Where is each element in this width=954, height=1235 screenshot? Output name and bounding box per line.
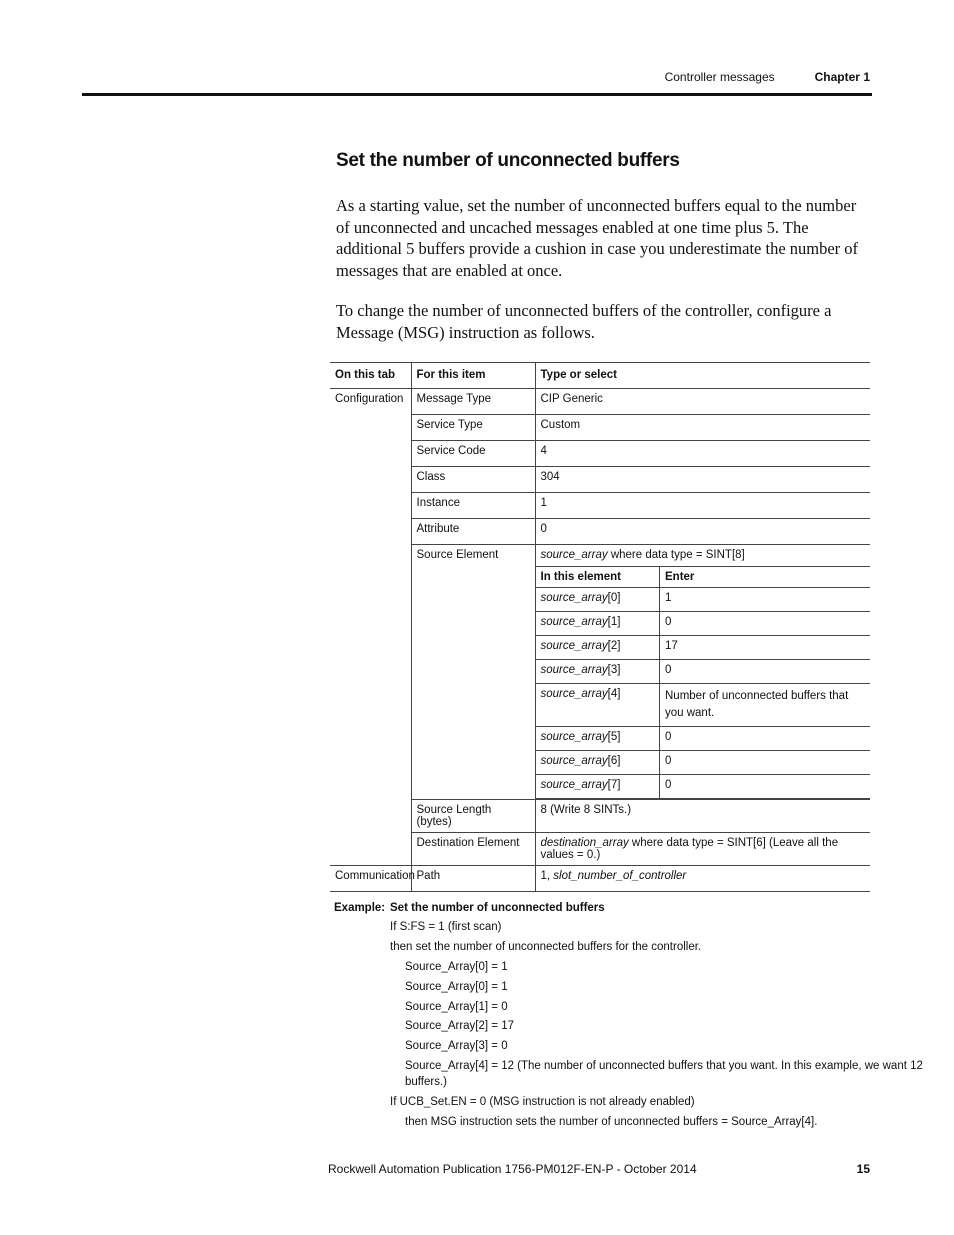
list-item: source_array[2] 17	[536, 636, 871, 660]
item-cell: Service Code	[411, 441, 535, 467]
item-cell: Message Type	[411, 389, 535, 415]
footer-publication: Rockwell Automation Publication 1756-PM012F-EN-P - October 2014	[328, 1162, 697, 1176]
value-cell: Custom	[535, 415, 870, 441]
col-header-value: Type or select	[535, 363, 870, 389]
table-row	[330, 519, 870, 545]
table-row	[330, 441, 870, 467]
example-line: Source_Array[0] = 1	[405, 961, 508, 973]
instruction-paragraph: To change the number of unconnected buffers of the controller, configure a Message (MSG) instruction as follows.	[336, 301, 832, 342]
section-heading: Set the number of unconnected buffers	[336, 150, 680, 171]
value-cell: 304	[535, 467, 870, 493]
list-item: source_array[4] Number of unconnected buffers that you want.	[536, 684, 871, 727]
col-header-tab: On this tab	[330, 363, 411, 389]
header-rule	[82, 93, 872, 96]
example-line: If UCB_Set.EN = 0 (MSG instruction is not already enabled)	[390, 1096, 695, 1108]
list-item: source_array[1] 0	[536, 612, 871, 636]
msg-config-table	[330, 362, 870, 892]
example-line: Source_Array[1] = 0	[405, 1001, 508, 1013]
example-line: Source_Array[3] = 0	[405, 1040, 508, 1052]
item-cell: Destination Element	[411, 833, 535, 866]
example-line: buffers.)	[405, 1076, 447, 1088]
intro-paragraph: As a starting value, set the number of unconnected buffers equal to the number of unconnected and uncached messages enabled at one time plus 5. The additional 5 buffers provide a cushion in case you underestimate the number of messages that are enabled at once.	[336, 196, 859, 280]
value-cell: source_array where data type = SINT[8] In this element Enter source_array[0] 1 source_array[1] 0 source_array[2] 17 source_array[3] 0 source_array[4] Number of unconnected buffers that you want. source_array[5] 0 source_array[6] 0 source_array[7] 0	[535, 545, 870, 800]
value-cell: 8 (Write 8 SINTs.)	[535, 800, 870, 833]
item-cell: Path	[411, 866, 535, 892]
value-cell: destination_array where data type = SINT[6] (Leave all the values = 0.)	[535, 833, 870, 866]
value-cell: 1, slot_number_of_controller	[535, 866, 870, 892]
example-title: Set the number of unconnected buffers	[390, 902, 605, 914]
value-cell: 0	[535, 519, 870, 545]
header-chapter: Chapter 1	[814, 70, 870, 84]
item-cell: Service Type	[411, 415, 535, 441]
example-line: If S:FS = 1 (first scan)	[390, 921, 502, 933]
list-item: source_array[0] 1	[536, 588, 871, 612]
example-line: then MSG instruction sets the number of unconnected buffers = Source_Array[4].	[405, 1116, 818, 1128]
list-item: source_array[5] 0	[536, 727, 871, 751]
table-row-source-element	[330, 545, 870, 800]
list-item: source_array[6] 0	[536, 751, 871, 775]
item-cell: Class	[411, 467, 535, 493]
list-item: source_array[3] 0	[536, 660, 871, 684]
item-cell: Source Element	[411, 545, 535, 800]
item-cell: Source Length (bytes)	[411, 800, 535, 833]
example-line: then set the number of unconnected buffers for the controller.	[390, 941, 702, 953]
item-cell: Instance	[411, 493, 535, 519]
item-cell: Attribute	[411, 519, 535, 545]
inner-header-element: In this element	[536, 567, 660, 588]
example-line: Source_Array[4] = 12 (The number of unconnected buffers that you want. In this example, we want 12	[405, 1060, 923, 1072]
tab-cell: Configuration	[330, 389, 411, 415]
table-row	[330, 800, 870, 833]
example-line: Source_Array[0] = 1	[405, 981, 508, 993]
inner-header-enter: Enter	[660, 567, 871, 588]
table-row	[330, 389, 870, 415]
source-array-name: source_array	[540, 549, 608, 561]
example-line: Source_Array[2] = 17	[405, 1020, 514, 1032]
table-row	[330, 493, 870, 519]
page-number: 15	[856, 1162, 870, 1176]
table-row	[330, 415, 870, 441]
value-cell: 4	[535, 441, 870, 467]
source-array-table	[536, 566, 871, 799]
table-row	[330, 467, 870, 493]
example-label: Example:	[334, 902, 386, 914]
value-cell: CIP Generic	[535, 389, 870, 415]
col-header-item: For this item	[411, 363, 535, 389]
tab-cell: Communication	[330, 866, 411, 892]
table-row	[330, 833, 870, 866]
running-header	[665, 70, 870, 84]
value-cell: 1	[535, 493, 870, 519]
table-row	[330, 866, 870, 892]
header-section: Controller messages	[664, 70, 775, 84]
list-item: source_array[7] 0	[536, 775, 871, 799]
